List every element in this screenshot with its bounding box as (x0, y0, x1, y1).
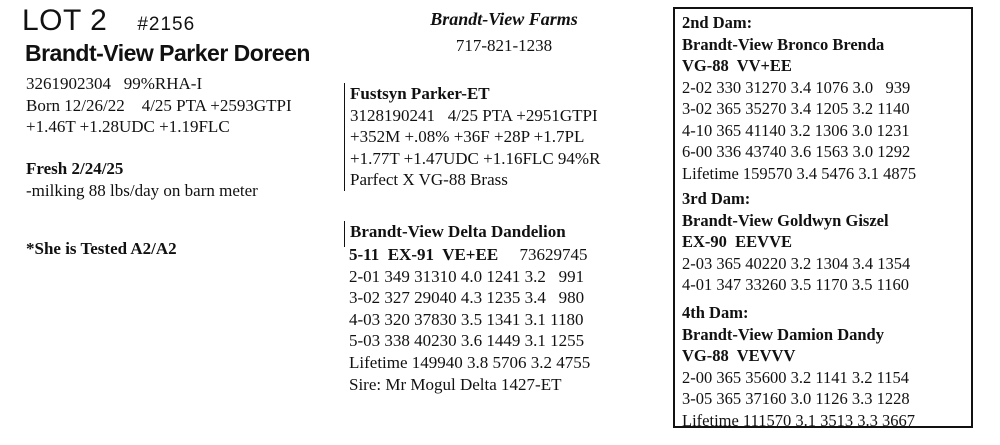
sire-line: +1.77T +1.47UDC +1.16FLC 94%R (350, 148, 601, 168)
cow-info-line: +1.46T +1.28UDC +1.19FLC (26, 117, 230, 137)
ancestor-record: 4-01 347 33260 3.5 1170 3.5 1160 (682, 275, 910, 294)
ancestor-record: 4-10 365 41140 3.2 1306 3.0 1231 (682, 120, 910, 140)
ancestor-record: 3-02 365 35270 3.4 1205 3.2 1140 (682, 99, 910, 118)
fourth-dam (682, 302, 915, 431)
ancestor-heading: 3rd Dam: (682, 189, 751, 208)
lot-header (22, 4, 195, 38)
fresh-heading: Fresh 2/24/25 (26, 159, 124, 178)
ancestor-record: 2-03 365 40220 3.2 1304 3.4 1354 (682, 253, 911, 273)
dam-details (349, 244, 590, 395)
dam-name: Brandt-View Delta Dandelion (350, 222, 566, 241)
dam-record: 5-03 338 40230 3.6 1449 3.1 1255 (349, 331, 585, 351)
dam-classification-line (349, 244, 590, 266)
ancestor-record: 6-00 336 43740 3.6 1563 3.0 1292 (682, 142, 911, 161)
ancestor-heading: 4th Dam: (682, 303, 749, 322)
ancestor-classification: VG-88 VV+EE (682, 56, 792, 75)
ancestor-heading: 2nd Dam: (682, 13, 753, 32)
ancestor-record: 3-05 365 37160 3.0 1126 3.3 1228 (682, 389, 910, 408)
sire-line: 3128190241 4/25 PTA +2951GTPI (350, 105, 598, 125)
fresh-section (26, 158, 258, 201)
ancestor-lifetime: Lifetime 111570 3.1 3513 3.3 3667 (682, 410, 915, 430)
sire-name: Fustsyn Parker-ET (350, 84, 490, 103)
ancestor-record: 2-02 330 31270 3.4 1076 3.0 939 (682, 77, 911, 97)
ancestor-record: 2-00 365 35600 3.2 1141 3.2 1154 (682, 367, 910, 387)
ancestor-name: Brandt-View Bronco Brenda (682, 34, 885, 54)
dam-record: 3-02 327 29040 4.3 1235 3.4 980 (349, 288, 585, 308)
farm-name: Brandt-View Farms (430, 9, 578, 29)
fresh-note: -milking 88 lbs/day on barn meter (26, 180, 258, 200)
second-dam (682, 12, 916, 184)
sire-section (344, 83, 600, 191)
cow-name: Brandt-View Parker Doreen (25, 40, 310, 66)
dam-sire: Sire: Mr Mogul Delta 1427-ET (349, 374, 562, 394)
dam-classification: 5-11 EX-91 VE+EE (349, 245, 499, 264)
ancestor-classification: EX-90 EEVVE (682, 232, 793, 251)
cow-info (26, 73, 292, 138)
farm-phone: 717-821-1238 (455, 36, 553, 55)
ancestor-classification: VG-88 VEVVV (682, 346, 796, 365)
cow-info-line: 3261902304 99%RHA-I (26, 74, 203, 93)
dam-record: 4-03 320 37830 3.5 1341 3.1 1180 (349, 309, 584, 329)
lot-number: LOT 2 (22, 4, 108, 37)
dam-record: 2-01 349 31310 4.0 1241 3.2 991 (349, 266, 585, 286)
ancestor-lifetime: Lifetime 159570 3.4 5476 3.1 4875 (682, 163, 917, 183)
tested-note: *She is Tested A2/A2 (26, 239, 177, 258)
sire-line: +352M +.08% +36F +28P +1.7PL (350, 127, 585, 147)
ancestor-name: Brandt-View Goldwyn Giszel (682, 210, 889, 230)
cow-info-line: Born 12/26/22 4/25 PTA +2593GTPI (26, 95, 292, 115)
dam-reg-number: 73629745 (519, 245, 588, 264)
sire-line: Parfect X VG-88 Brass (350, 170, 508, 190)
ancestors-box (673, 7, 973, 428)
dam-lifetime: Lifetime 149940 3.8 5706 3.2 4755 (349, 352, 591, 372)
lot-id: #2156 (137, 14, 196, 35)
ancestor-name: Brandt-View Damion Dandy (682, 324, 884, 344)
third-dam (682, 188, 910, 296)
